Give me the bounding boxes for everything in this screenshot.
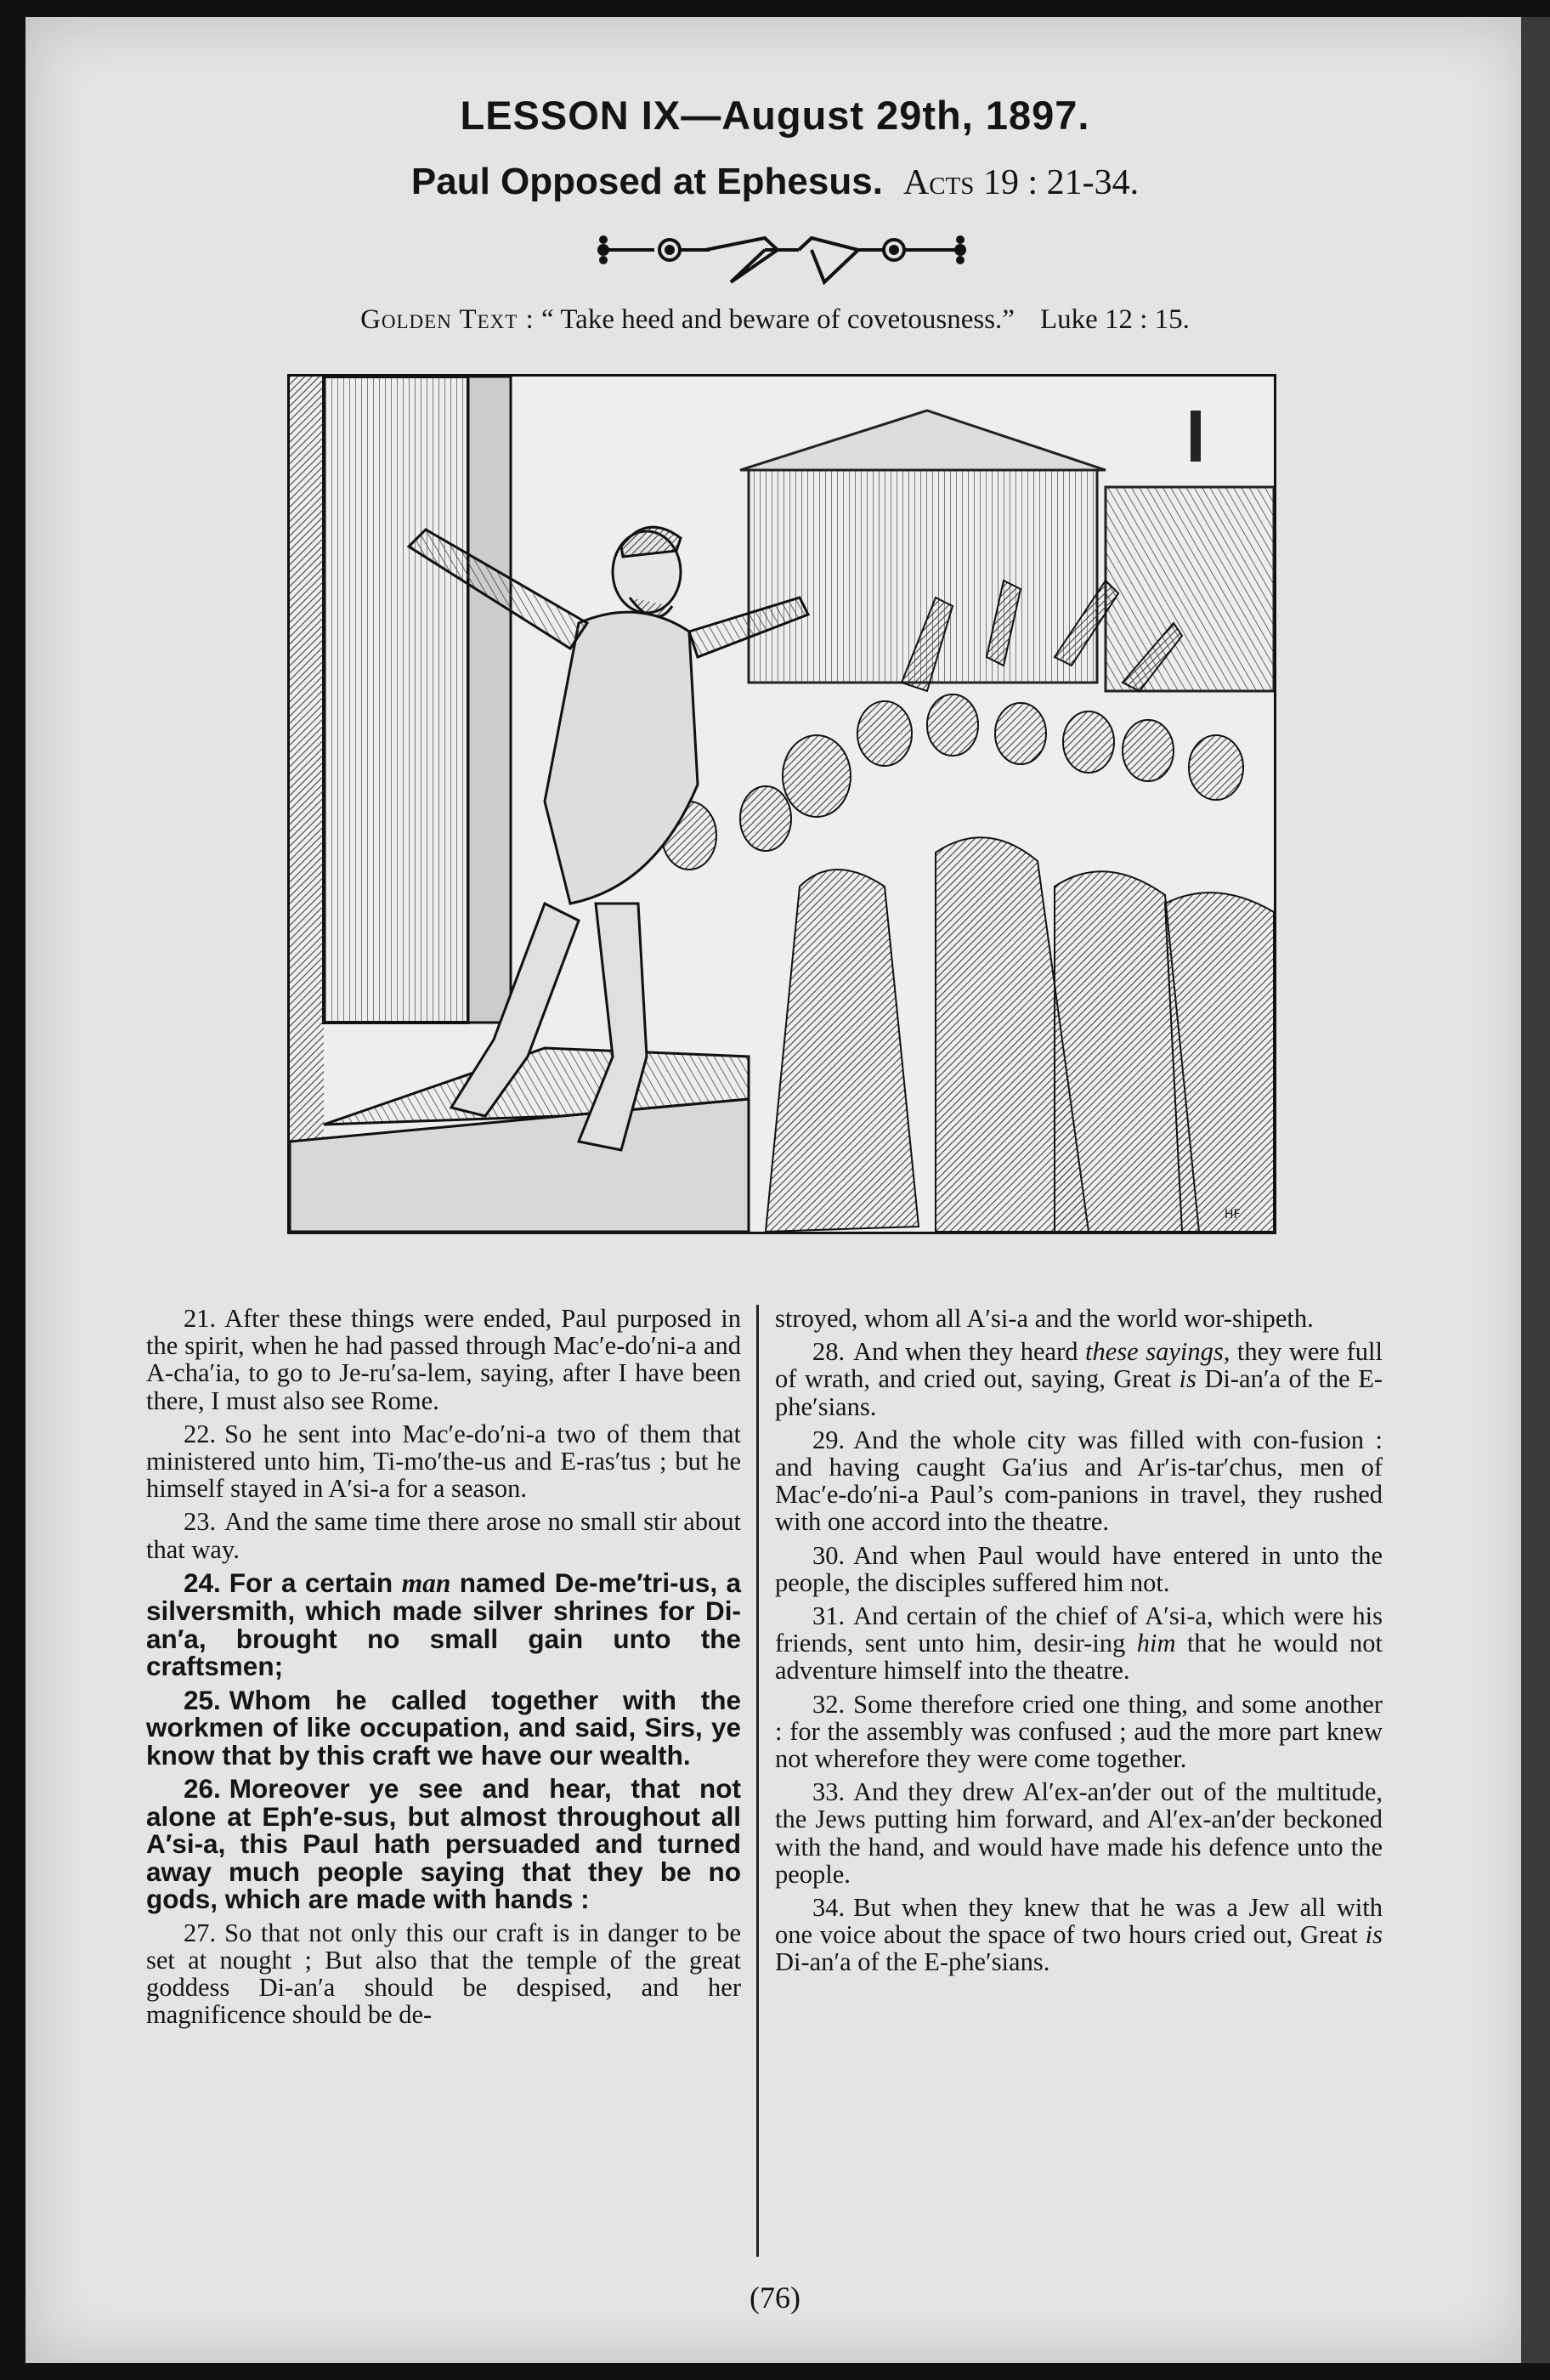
verse-28: 28. And when they heard these sayings, they were full of wrath, and cried out, saying, Great is Di-an′a of the E-phe′sians. xyxy=(775,1337,1383,1421)
golden-text-label: Golden Text : xyxy=(360,304,535,335)
ornament-divider-icon xyxy=(595,231,969,292)
golden-text-ref: Luke 12 : 15. xyxy=(1039,304,1190,335)
verse-34: 34. But when they knew that he was a Jew all with one voice about the space of two hours cried out, Great is Di-an′a of the E-phe′sians. xyxy=(775,1893,1383,1977)
paul-preaching-engraving-icon xyxy=(290,377,1274,1232)
lesson-subtitle xyxy=(0,160,1550,203)
column-divider xyxy=(756,1305,759,2257)
verse-33: 33. And they drew Al′ex-an′der out of the multitude, the Jews putting him forward, and Al′ex-an′der beckoned with the hand, and would have made his defence unto the people. xyxy=(775,1777,1383,1889)
page-number: (76) xyxy=(750,2281,800,2315)
verse-30: 30. And when Paul would have entered in unto the people, the disciples suffered him not. xyxy=(775,1540,1383,1597)
verse-21: 21. After these things were ended, Paul purposed in the spirit, when he had passed through Mac′e-do′ni-a and A-cha′ia, to go to Je-ru′sa-lem, saying, after I have been there, I must also see Rome. xyxy=(146,1304,741,1415)
verse-23: 23. And the same time there arose no small stir about that way. xyxy=(146,1507,741,1564)
verse-22: 22. So he sent into Mac′e-do′ni-a two of them that ministered unto him, Ti-mo′the-us and E-ras′tus ; but he himself stayed in A′si-a for a season. xyxy=(146,1419,741,1504)
svg-text:HF: HF xyxy=(1225,1208,1241,1221)
verse-32: 32. Some therefore cried one thing, and some another : for the assembly was confused ; aud the more part knew not wherefore they were come together. xyxy=(775,1689,1383,1774)
verse-24: 24. For a certain man named De-me′tri-us, a silversmith, which made silver shrines for Di-an′a, brought no small gain unto the craftsmen; xyxy=(146,1567,741,1682)
verse-25: 25. Whom he called together with the workmen of like occupation, and said, Sirs, ye know that by this craft we have our wealth. xyxy=(146,1684,741,1771)
golden-text-quote: “ Take heed and beware of covetousness.” xyxy=(541,304,1015,335)
verse-26: 26. Moreover ye see and hear, that not alone at Eph′e-sus, but almost throughout all A′si-a, this Paul hath persuaded and turned away much people saying that they be no gods, which are made with hands : xyxy=(146,1773,741,1915)
golden-text xyxy=(0,304,1550,336)
verse-27: 27. So that not only this our craft is in danger to be set at nought ; But also that the temple of the great goddess Di-an′a should be despised, and her magnificence should be de- xyxy=(146,1918,741,2030)
left-column xyxy=(146,1305,741,2035)
subtitle-text: Paul Opposed at Ephesus. xyxy=(410,161,883,202)
verse-27-continued: stroyed, whom all A′si-a and the world wor-shipeth. xyxy=(775,1304,1314,1333)
scripture-ref: Acts 19 : 21-34. xyxy=(902,163,1140,202)
verse-31: 31. And certain of the chief of A′si-a, which were his friends, sent unto him, desir-ing him that he would not adventure himself into the theatre. xyxy=(775,1601,1383,1686)
engraving-illustration xyxy=(287,374,1276,1234)
page-edge-shadow xyxy=(1521,17,1550,2363)
right-column xyxy=(775,1305,1383,1982)
verse-29: 29. And the whole city was filled with con-fusion : and having caught Ga′ius and Ar′is-tar′chus, men of Mac′e-do′ni-a Paul’s com-panions in travel, they rushed with one accord into the theatre. xyxy=(775,1425,1383,1537)
lesson-title: LESSON IX—August 29th, 1897. xyxy=(460,93,1090,138)
